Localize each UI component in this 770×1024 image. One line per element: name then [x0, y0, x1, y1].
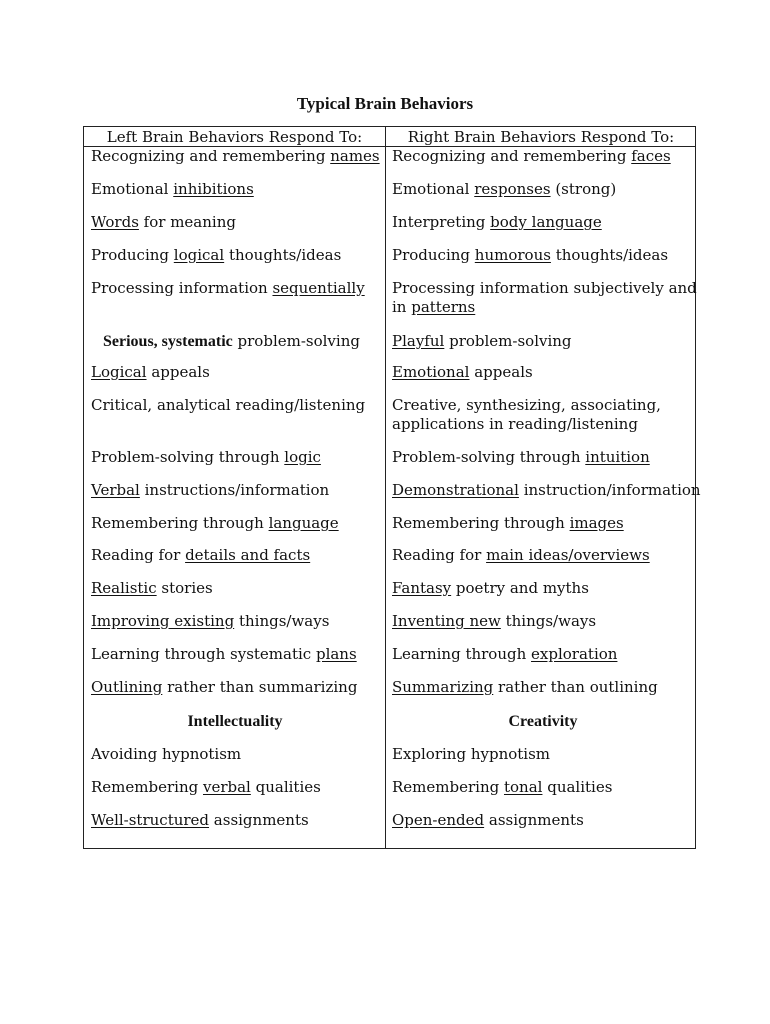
right-column-header: Right Brain Behaviors Respond To: [407, 128, 675, 146]
left-cell: Reading for details and facts [91, 546, 311, 564]
right-cell: Playful problem-solving [392, 332, 572, 350]
left-cell: Verbal instructions/information [91, 481, 330, 499]
left-cell: Emotional inhibitions [91, 180, 254, 198]
right-section-heading: Creativity [508, 713, 578, 730]
left-cell: Serious, systematic problem-solving [103, 332, 360, 350]
document-title: Typical Brain Behaviors [296, 94, 474, 113]
left-column-header: Left Brain Behaviors Respond To: [106, 128, 363, 146]
right-cell: Summarizing rather than outlining [392, 678, 658, 696]
right-cell: Creative, synthesizing, associating, applications in reading/listening [392, 396, 661, 433]
left-cell: Remembering through language [91, 514, 339, 532]
right-cell: Recognizing and remembering faces [392, 147, 671, 165]
left-cell: Problem-solving through logic [91, 448, 321, 466]
column-divider [385, 127, 386, 848]
left-section-heading: Intellectuality [187, 713, 283, 730]
right-cell: Emotional appeals [392, 363, 533, 381]
right-cell: Inventing new things/ways [392, 612, 597, 630]
right-cell: Open-ended assignments [392, 811, 584, 829]
left-cell: Avoiding hypnotism [91, 745, 242, 763]
right-cell: Processing information subjectively and in patterns [392, 279, 697, 316]
left-cell: Logical appeals [91, 363, 210, 381]
left-cell: Processing information sequentially [91, 279, 365, 297]
left-cell: Critical, analytical reading/listening [91, 396, 366, 414]
right-cell: Remembering through images [392, 514, 624, 532]
right-cell: Exploring hypnotism [392, 745, 551, 763]
right-cell: Learning through exploration [392, 645, 618, 663]
left-cell: Recognizing and remembering names [91, 147, 380, 165]
left-cell: Words for meaning [91, 213, 236, 231]
left-cell: Well-structured assignments [91, 811, 309, 829]
right-cell: Emotional responses (strong) [392, 180, 617, 198]
right-cell: Problem-solving through intuition [392, 448, 650, 466]
brain-behaviors-table [83, 126, 701, 849]
right-cell: Fantasy poetry and myths [392, 579, 589, 597]
left-cell: Remembering verbal qualities [91, 778, 321, 796]
right-cell: Producing humorous thoughts/ideas [392, 246, 669, 264]
left-cell: Producing logical thoughts/ideas [91, 246, 342, 264]
left-cell: Realistic stories [91, 579, 213, 597]
right-cell: Remembering tonal qualities [392, 778, 613, 796]
left-cell: Improving existing things/ways [91, 612, 330, 630]
right-cell: Interpreting body language [392, 213, 602, 231]
right-cell: Reading for main ideas/overviews [392, 546, 650, 564]
left-cell: Outlining rather than summarizing [91, 678, 358, 696]
left-cell: Learning through systematic plans [91, 645, 357, 663]
right-cell: Demonstrational instruction/information [392, 481, 701, 499]
